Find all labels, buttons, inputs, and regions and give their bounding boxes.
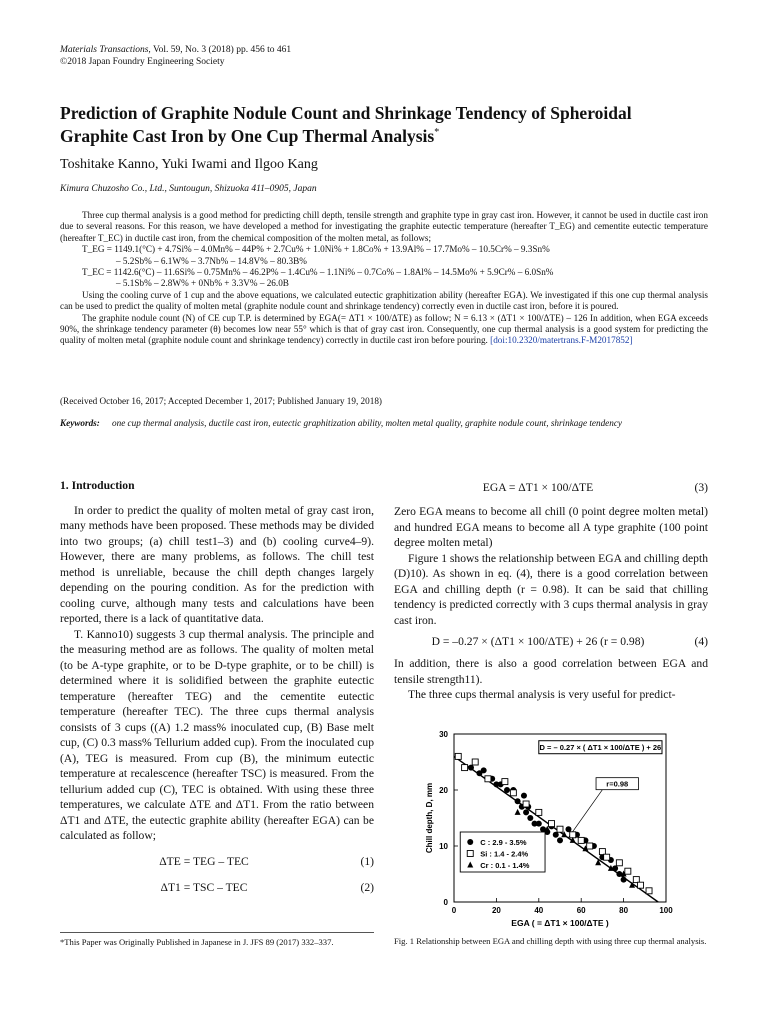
square-point <box>625 868 631 874</box>
keywords <box>60 418 708 430</box>
abstract-teg-equation-cont: – 5.2Sb% – 6.1W% – 3.7Nb% – 14.8V% – 80.3B% <box>116 255 307 266</box>
equation-3: EGA = ΔT1 × 100/ΔTE (3) <box>482 481 708 495</box>
circle-point <box>527 815 533 821</box>
square-point <box>462 765 468 771</box>
keywords-list: one cup thermal analysis, ductile cast iron, eutectic graphitization ability, molten metal quality, graphite nodule count, shrinkage tendency <box>112 418 622 428</box>
abstract-tec-equation-cont: – 5.1Sb% – 2.8W% + 0Nb% + 3.3V% – 26.0B <box>116 278 289 289</box>
circle-point <box>481 767 487 773</box>
affiliation: Kimura Chuzosho Co., Ltd., Suntougun, Shizuoka 411–0905, Japan <box>60 184 317 194</box>
square-point <box>616 860 622 866</box>
square-point <box>646 888 652 894</box>
square-point <box>638 882 644 888</box>
circle-point <box>553 832 559 838</box>
title-footnote-mark: * <box>434 127 440 139</box>
footnote: *This Paper was Originally Published in Japanese in J. JFS 89 (2017) 332–337. <box>60 932 374 948</box>
x-tick-label: 0 <box>451 906 457 915</box>
square-point <box>455 753 461 759</box>
legend-label: Si : 1.4 - 2.4% <box>480 849 529 859</box>
circle-point <box>523 809 529 815</box>
square-point <box>523 801 529 807</box>
circle-point <box>536 821 542 827</box>
r-pointer <box>568 790 602 838</box>
y-tick-label: 30 <box>439 730 448 739</box>
figure-1-chart <box>398 722 698 932</box>
square-point <box>599 849 605 855</box>
authors: Toshitake Kanno, Yuki Iwami and Ilgoo Kang <box>60 157 318 172</box>
x-tick-label: 100 <box>659 906 673 915</box>
abstract <box>60 210 708 347</box>
x-tick-label: 60 <box>576 906 586 915</box>
paper-title: Prediction of Graphite Nodule Count and Shrinkage Tendency of Spheroidal Graphite Cast Iron by One Cup Thermal Analysis* <box>60 103 632 146</box>
right-column <box>394 478 708 703</box>
abstract-teg-equation: T_EG = 1149.1(°C) + 4.7Si% – 4.0Mn% – 44P% + 2.7Cu% + 1.0Ni% + 1.8Co% + 13.9Al% – 17.7Mo% – 10.5Cr% – 9.3Sn% <box>82 244 550 255</box>
square-point <box>633 877 639 883</box>
section-title: 1. Introduction <box>60 479 135 492</box>
square-point <box>570 832 576 838</box>
square-point <box>510 790 516 796</box>
journal-header <box>60 44 291 68</box>
journal-line: Materials Transactions, Vol. 59, No. 3 (2018) pp. 456 to 461 <box>60 45 292 55</box>
abstract-tec-equation: T_EC = 1142.6(°C) – 11.6Si% – 0.75Mn% – 46.2P% – 1.4Cu% – 1.1Ni% – 0.7Co% – 1.8Al% – 14.5Mo% + 5.9Cr% – 6.0Sn% <box>82 267 554 278</box>
y-tick-label: 0 <box>443 898 448 907</box>
figure-caption: Fig. 1 Relationship between EGA and chilling depth with using three cup thermal analysis. <box>394 936 707 946</box>
x-axis-label: EGA ( = ΔT1 × 100/ΔTE ) <box>511 918 609 928</box>
received-dates: (Received October 16, 2017; Accepted December 1, 2017; Published January 19, 2018) <box>60 396 382 406</box>
square-point <box>604 854 610 860</box>
square-point <box>578 837 584 843</box>
x-tick-label: 80 <box>619 906 629 915</box>
left-column <box>60 478 374 898</box>
legend-square-icon <box>467 851 473 857</box>
keywords-label: Keywords: <box>60 418 100 428</box>
equation-4: D = –0.27 × (ΔT1 × 100/ΔTE) + 26 (r = 0.98) (4) <box>431 635 708 649</box>
equation-1: ΔTE = TEG – TEC (1) <box>159 854 374 868</box>
right-p4: The three cups thermal analysis is very useful for predict- <box>408 688 676 701</box>
square-point <box>549 821 555 827</box>
circle-point <box>621 877 627 883</box>
square-point <box>557 826 563 832</box>
x-tick-label: 20 <box>491 906 501 915</box>
equation-2: ΔT1 = TSC – TEC (2) <box>160 880 374 894</box>
circle-point <box>557 837 563 843</box>
y-axis-label: Chill depth, D, mm <box>425 782 434 854</box>
legend-circle-icon <box>467 839 473 845</box>
right-p3: In addition, there is also a good correlation between EGA and tensile strength11). <box>394 657 708 686</box>
square-point <box>485 776 491 782</box>
square-point <box>536 809 542 815</box>
copyright: ©2018 Japan Foundry Engineering Society <box>60 57 225 67</box>
equation-label: D = – 0.27 × ( ΔT1 × 100/ΔTE ) + 26 <box>539 743 662 753</box>
abstract-p1: Three cup thermal analysis is a good method for predicting chill depth, tensile strength and graphite type in gray cast iron. However, it cannot be used in ductile cast iron due to several reasons. For this reason, we have developed a method for investigating the graphite eutectic temperature (hereafter T_EG) and cementite eutectic temperature (hereafter T_EC) in ductile cast iron, from the chemical composition of the molten metal, as follows; <box>60 210 708 243</box>
y-tick-label: 10 <box>439 842 448 851</box>
legend-label: C : 2.9 - 3.5% <box>480 838 527 847</box>
circle-point <box>515 798 521 804</box>
right-p1: Zero EGA means to become all chill (0 point degree molten metal) and hundred EGA means to become all A type graphite (100 point degree molten metal) <box>394 505 708 549</box>
legend-label: Cr : 0.1 - 1.4% <box>480 861 530 870</box>
y-tick-label: 20 <box>439 786 448 795</box>
circle-point <box>521 793 527 799</box>
right-p2: Figure 1 shows the relationship between EGA and chilling depth (D)10). As shown in eq. (4), there is a good correlation between EGA and chilling depth (r = 0.98). It can be said that chilling tendency is predicted correctly with 3 cups thermal analysis in gray cast iron. <box>394 551 708 627</box>
doi-link[interactable]: [doi:10.2320/matertrans.F-M2017852] <box>490 335 633 346</box>
x-tick-label: 40 <box>534 906 544 915</box>
circle-point <box>468 765 474 771</box>
circle-point <box>565 826 571 832</box>
square-point <box>587 843 593 849</box>
abstract-p2: Using the cooling curve of 1 cup and the above equations, we calculated eutectic graphitization ability (hereafter EGA). We investigated if this one cup thermal analysis can be used to predict the quality of molten metal (graphite nodule count and shrinkage tendency) correctly even in ductile cast iron, before it is poured. <box>60 289 708 312</box>
intro-p1: In order to predict the quality of molten metal of gray cast iron, many methods have been proposed. These methods may be divided into two groups; (a) chill test1–3) and (b) cooling curve4–9). However, there are many problems, as follows. The chill test method is unreliable, because the chill depth changes largely depending on the pouring condition. As for the prediction with cooling curve, although many tests and calculations have been reported, there is a lack of quantitative data. <box>60 503 374 625</box>
square-point <box>472 759 478 765</box>
r-label: r=0.98 <box>606 779 629 789</box>
intro-p2: T. Kanno10) suggests 3 cup thermal analysis. The principle and the measuring method are as follows. The quality of molten metal (to be A-type graphite, or to be D-type graphite, or to be chill) is determined where it is solidified between the graphite eutectic temperature (hereafter TEG) and the cementite eutectic temperature (hereafter TEC). The three cups thermal analysis consists of 3 cups ((A) 1.2 mass% inoculated cup, (B) Base melt cup, (C) 0.3 mass% Tellurium added cup). From the inoculated cup (A), TEG is measured. From cup (B), the minimum eutectic temperature at recalescence (hereafter TSC) is measured. From the tellurium added cup (C), TEC is obtained. With using these three temperatures, we calculate ΔTE and ΔT1. From the ratio between ΔT1 and ΔTE, the eutectic graphite ability (hereafter EGA) can be calculated as follow; <box>60 627 374 842</box>
abstract-p3: The graphite nodule count (N) of CE cup T.P. is determined by EGA(= ΔT1 × 100/ΔTE) as follow; N = 6.13 × (ΔT1 × 100/ΔTE) – 126 In addition, when EGA exceeds 90%, the shrinkage tendency parameter (θ) becomes low near 55° which is that of gray cast iron. Consequently, one cup thermal analysis is a good system for predicting the quality of molten metal (graphite nodule count and shrinkage tendency) correctly in ductile cast iron before pouring. [doi:10.2320/matertrans.F-M2017852] <box>60 312 708 346</box>
circle-point <box>504 787 510 793</box>
triangle-point <box>515 809 521 815</box>
square-point <box>502 779 508 785</box>
